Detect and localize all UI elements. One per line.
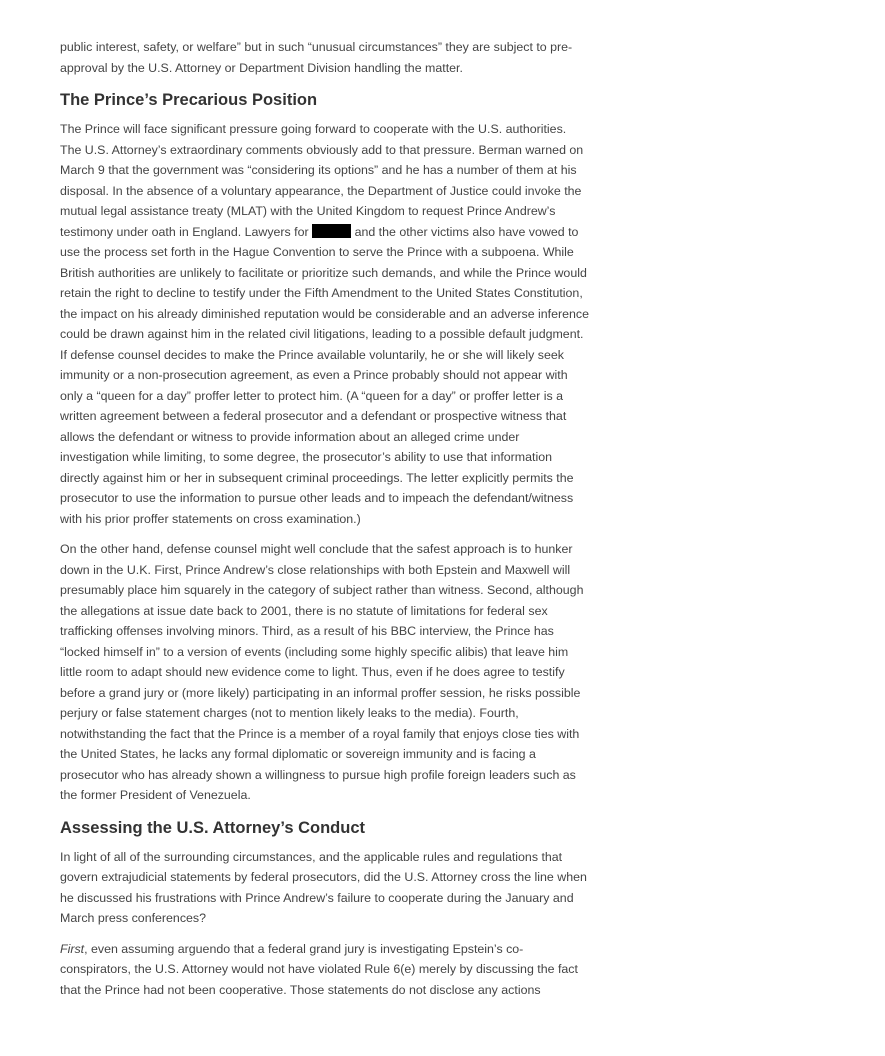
paragraph-first-point [60, 939, 590, 1001]
paragraph-text: and the other victims also have vowed to use the process set forth in the Hague Convention to serve the Prince with a subpoena. While British authorities are unlikely to facilitate or prioritize such demands, and while the Prince would retain the right to decline to testify under the Fifth Amendment to the United States Constitution, the impact on his already diminished reputation would be considerable and an adverse inference could be drawn against him in the related civil litigations, leading to a possible default judgment. If defense counsel decides to make the Prince available voluntarily, he or she will likely seek immunity or a non-prosecution agreement, as even a Prince probably should not appear with only a “queen for a day” proffer letter to protect him. (A “queen for a day” or proffer letter is a written agreement between a federal prosecutor and a defendant or prospective witness that allows the defendant or witness to provide information about an alleged crime under investigation while limiting, to some degree, the prosecutor’s ability to use that information directly against him or her in subsequent criminal proceedings. The letter explicitly permits the prosecutor to use the information to pursue other leads and to impeach the defendant/witness with his prior proffer statements on cross examination.) [60, 224, 589, 526]
article-body [60, 37, 590, 1010]
paragraph-intro: public interest, safety, or welfare” but in such “unusual circumstances” they are subject to pre-approval by the U.S. Attorney or Department Division handling the matter. [60, 40, 573, 75]
section-heading-assessing-conduct: Assessing the U.S. Attorney’s Conduct [60, 818, 365, 837]
emphasis-first: First [60, 941, 85, 956]
section-heading-precarious-position: The Prince’s Precarious Position [60, 91, 318, 109]
paragraph-other-hand: On the other hand, defense counsel might well conclude that the safest approach is to hunker down in the U.K. First, Prince Andrew’s close relationships with both Epstein and Maxwell will presumably place him squarely in the category of subject rather than witness. Second, although the allegations at issue date back to 2001, there is no statute of limitations for federal sex trafficking offenses involving minors. Third, as a result of his BBC interview, the Prince has “locked himself in” to a version of events (including some highly specific alibis) that leave him little room to adapt should new evidence come to light. Thus, even if he does agree to testify before a grand jury or (more likely) participating in an informal proffer session, he risks possible perjury or false statement charges (not to mention likely leaks to the media). Fourth, notwithstanding the fact that the Prince is a member of a royal family that enjoys close ties with the United States, he lacks any formal diplomatic or sovereign immunity and is facing a prosecutor who has already shown a willingness to pursue high profile foreign leaders such as the former President of Venezuela. [60, 542, 584, 802]
paragraph-assessing-conduct: In light of all of the surrounding circumstances, and the applicable rules and regulations that govern extrajudicial statements by federal prosecutors, did the U.S. Attorney cross the line when he discussed his frustrations with Prince Andrew’s failure to cooperate during the January and March press conferences? [60, 849, 587, 925]
paragraph-precarious-position [60, 119, 590, 529]
paragraph-text: , even assuming arguendo that a federal grand jury is investigating Epstein’s co-conspirators, the U.S. Attorney would not have violated Rule 6(e) merely by discussing the fact that the Prince had not been cooperative. Those statements do not disclose any actions [60, 941, 578, 997]
paragraph-text: The Prince will face significant pressure going forward to cooperate with the U.S. authorities. The U.S. Attorney’s extraordinary comments obviously add to that pressure. Berman warned on March 9 that the government was “considering its options” and he has a number of them at his disposal. In the absence of a voluntary appearance, the Department of Justice could invoke the mutual legal assistance treaty (MLAT) with the United Kingdom to request Prince Andrew’s testimony under oath in England. Lawyers for [60, 122, 584, 239]
redaction-bar [312, 224, 351, 238]
